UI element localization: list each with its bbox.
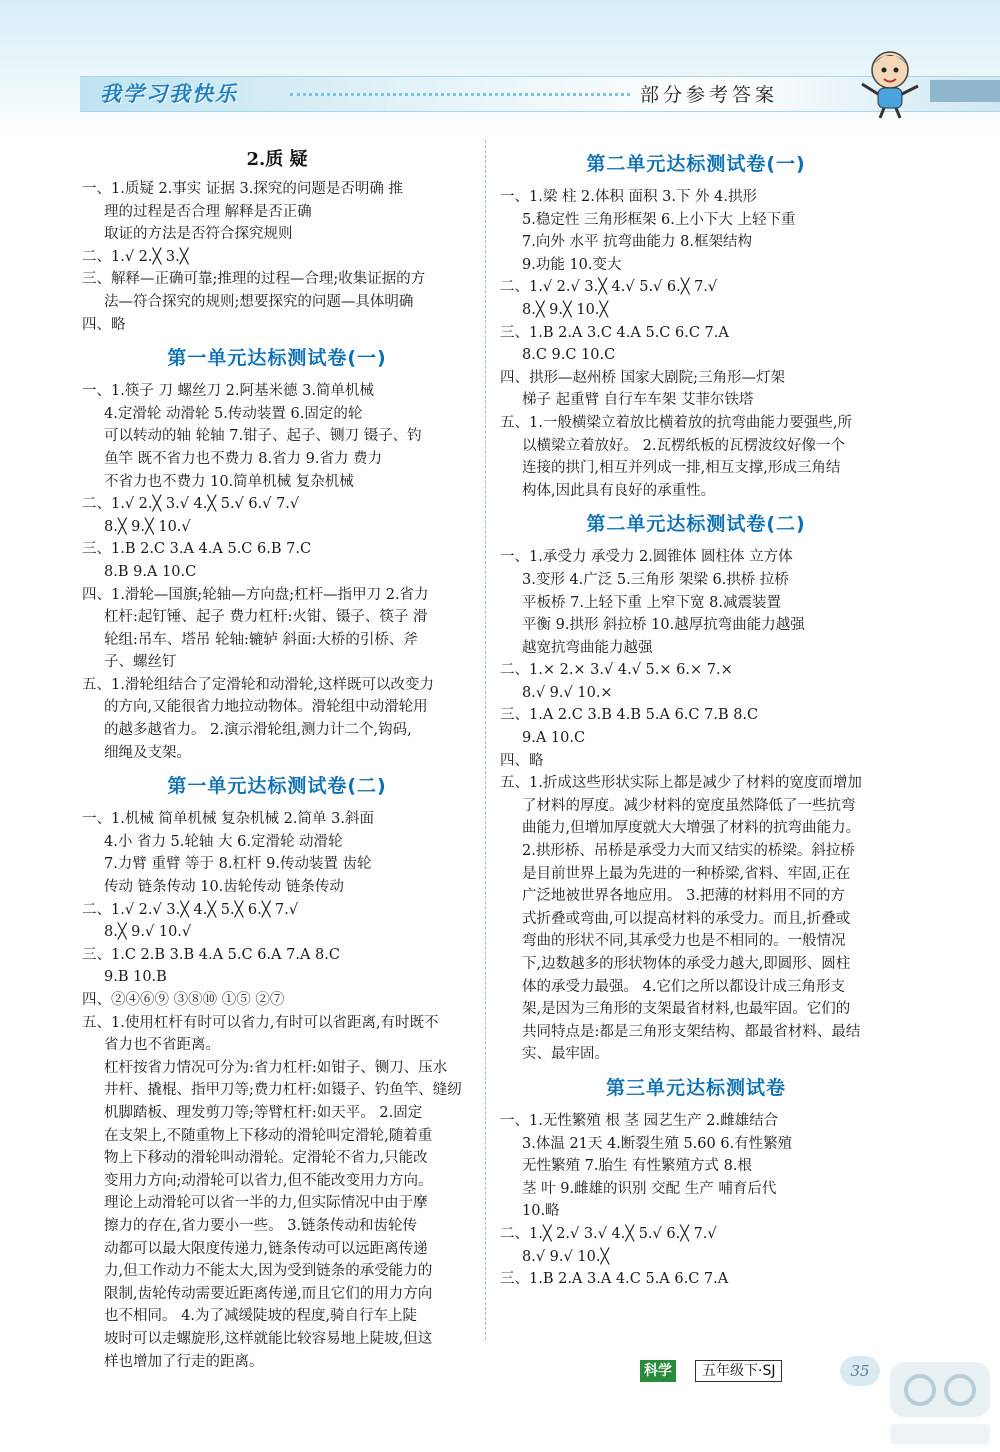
answer-line: 一、1.筷子 刀 螺丝刀 2.阿基米德 3.简单机械 [82,383,374,400]
answer-line: 一、1.承受力 承受力 2.圆锥体 圆柱体 立方体 [500,549,793,566]
answer-line: 四、1.滑轮—国旗;轮轴—方向盘;杠杆—指甲刀 2.省力 [82,586,429,603]
answer-line: 井杆、撬棍、指甲刀等;费力杠杆:如镊子、钓鱼竿、缝纫 [104,1082,462,1099]
answer-line: 7.力臂 重臂 等于 8.杠杆 9.传动装置 齿轮 [104,856,372,873]
answer-line: 8.C 9.C 10.C [522,347,616,364]
answer-line: 10.略 [522,1203,560,1220]
answer-line: 9.B 10.B [104,969,167,986]
section-title: 第二单元达标测试卷(二) [586,513,806,536]
answer-line: 9.A 10.C [522,730,586,747]
answer-line: 五、1.滑轮组结合了定滑轮和动滑轮,这样既可以改变力 [82,676,434,693]
answer-line: 一、1.机械 简单机械 复杂机械 2.简单 3.斜面 [82,811,374,828]
answer-line: 实、最牢固。 [522,1046,609,1063]
answer-line: 二、1.√ 2.╳ 3.╳ [82,248,189,265]
answer-line: 共同特点是:都是三角形支架结构、都最省材料、最结 [522,1023,861,1040]
answer-line: 5.稳定性 三角形框架 6.上小下大 上轻下重 [522,211,796,228]
answer-line: 越宽抗弯曲能力越强 [522,639,653,656]
answer-line: 连接的拱门,相互并列成一排,相互支撑,形成三角结 [522,460,841,477]
header-slogan: 我学习我快乐 [100,82,238,106]
answer-line: 的越多越省力。 2.演示滑轮组,测力计二个,钩码, [104,722,412,739]
page-number: 35 [840,1356,880,1386]
answer-line: 3.变形 4.广泛 5.三角形 架梁 6.拱桥 拉桥 [522,571,789,588]
answer-line: 三、1.B 2.A 3.A 4.C 5.A 6.C 7.A [500,1271,729,1288]
section-title: 第二单元达标测试卷(一) [586,153,806,175]
answer-line: 平衡 9.拱形 斜拉桥 10.越厚抗弯曲能力越强 [522,617,805,634]
answer-line: 曲能力,但增加厚度就大大增强了材料的抗弯曲能力。 [522,820,861,837]
answer-line: 了材料的厚度。减少材料的宽度虽然降低了一些抗弯 [522,797,856,814]
header-dotted-line [290,93,630,96]
answer-line: 擦力的存在,省力要小一些。 3.链条传动和齿轮传 [104,1217,418,1234]
answer-line: 力,但工作动力不能太大,因为受到链条的承受能力的 [104,1263,433,1280]
answer-line: 构体,因此具有良好的承重性。 [522,482,716,499]
left-column [82,142,472,1373]
answer-line: 8.╳ 9.√ 10.√ [104,924,192,941]
answer-line: 样也增加了行走的距离。 [104,1353,264,1370]
answer-line: 4.定滑轮 动滑轮 5.传动装置 6.固定的轮 [104,405,363,422]
section-title: 2.质 疑 [246,149,308,170]
answer-line: 下,边数越多的形状物体的承受力越大,即圆形、圆柱 [522,956,851,972]
answer-line: 机脚踏板、理发剪刀等;等臂杠杆:如天平。 2.固定 [104,1104,423,1121]
watermark-logo-icon [880,1352,1000,1452]
answer-line: 一、1.无性繁殖 根 茎 园艺生产 2.雌雄结合 [500,1112,779,1129]
answer-line: 8.╳ 9.╳ 10.╳ [522,301,609,318]
answer-line: 可以转动的轴 轮轴 7.钳子、起子、铡刀 镊子、钓 [104,428,422,445]
answer-line: 三、1.B 2.C 3.A 4.A 5.C 6.B 7.C [82,541,312,558]
page-footer [0,1352,1000,1452]
answer-line: 五、1.使用杠杆有时可以省力,有时可以省距离,有时既不 [82,1014,439,1031]
answer-line: 细绳及支架。 [104,744,191,761]
answer-line: 8.√ 9.√ 10.╳ [522,1248,610,1265]
answer-line: 广泛地被世界各地应用。 3.把薄的材料用不同的方 [522,888,845,905]
answer-line: 茎 叶 9.雌雄的识别 交配 生产 哺育后代 [522,1180,777,1197]
answer-line: 架,是因为三角形的支架最省材料,也最牢固。它们的 [522,1001,851,1018]
answer-line: 三、1.A 2.C 3.B 4.B 5.A 6.C 7.B 8.C [500,707,759,724]
answer-line: 体的承受力最强。 4.它们之所以都设计成三角形支 [522,978,845,995]
answer-line: 五、1.一般横梁立着放比横着放的抗弯曲能力要强些,所 [500,414,852,431]
answer-line: 平板桥 7.上轻下重 上窄下宽 8.减震装置 [522,594,781,611]
answer-line: 物上下移动的滑轮叫动滑轮。定滑轮不省力,只能改 [104,1150,428,1167]
answer-line: 梯子 起重臂 自行车车架 艾菲尔铁塔 [522,392,754,409]
answer-line: 动都可以最大限度传递力,链条传动可以远距离传递 [104,1240,428,1257]
answer-line: 三、解释—正确可靠;推理的过程—合理;收集证据的方 [82,271,426,288]
answer-line: 2.拱形桥、吊桥是承受力大而又结实的桥梁。斜拉桥 [522,843,855,860]
answer-line: 弯曲的形状不同,其承受力也是不相同的。一般情况 [522,933,846,950]
answer-line: 一、1.梁 柱 2.体积 面积 3.下 外 4.拱形 [500,189,757,205]
page-title: 部分参考答案 [640,84,779,106]
answer-line: 8.╳ 9.╳ 10.√ [104,518,191,535]
answer-line: 式折叠或弯曲,可以提高材料的承受力。而且,折叠或 [522,910,851,927]
section-title: 第三单元达标测试卷 [605,1076,786,1099]
answer-line: 四、略 [82,316,126,333]
answer-line: 二、1.× 2.× 3.√ 4.√ 5.× 6.× 7.× [500,662,733,679]
answer-line: 理论上动滑轮可以省一半的力,但实际情况中由于摩 [104,1195,428,1212]
answer-line: 二、1.√ 2.√ 3.╳ 4.╳ 5.╳ 6.╳ 7.√ [82,901,299,918]
answer-line: 3.体温 21天 4.断裂生殖 5.60 6.有性繁殖 [522,1135,793,1152]
answer-line: 子、螺丝钉 [104,654,177,671]
answer-line: 鱼竿 既不省力也不费力 8.省力 9.省力 费力 [104,450,383,467]
answer-line: 四、略 [500,752,544,769]
answer-line: 的方向,又能很省力地拉动物体。滑轮组中动滑轮用 [104,699,428,716]
answer-line: 二、1.√ 2.√ 3.╳ 4.√ 5.√ 6.╳ 7.√ [500,279,718,296]
page-header [0,0,1000,135]
subject-badge: 科学 [640,1360,676,1382]
answer-line: 省力也不省距离。 [104,1037,220,1054]
answer-line: 无性繁殖 7.胎生 有性繁殖方式 8.根 [522,1158,752,1175]
answer-line: 四、②④⑥⑨ ③⑧⑩ ①⑤ ②⑦ [82,992,285,1008]
right-column [500,142,892,1291]
answer-line: 传动 链条传动 10.齿轮传动 链条传动 [104,879,344,896]
answer-line: 杠杆按省力情况可分为:省力杠杆:如钳子、铡刀、压水 [104,1059,448,1076]
cartoon-mascot-icon [850,40,930,120]
header-tab-decoration [930,80,1000,102]
answer-line: 坡时可以走螺旋形,这样就能比较容易地上陡坡,但这 [104,1330,433,1347]
answer-line: 也不相同。 4.为了减缓陡坡的程度,骑自行车上陡 [104,1308,418,1325]
answer-line: 7.向外 水平 抗弯曲能力 8.框架结构 [522,234,752,251]
answer-line: 取证的方法是否符合探究规则 [104,226,293,243]
answer-line: 以横梁立着放好。 2.瓦楞纸板的瓦楞波纹好像一个 [522,437,845,454]
answer-line: 二、1.╳ 2.√ 3.√ 4.╳ 5.√ 6.╳ 7.√ [500,1225,717,1242]
answer-line: 法—符合探究的规则;想要探究的问题—具体明确 [104,293,414,310]
answer-line: 三、1.C 2.B 3.B 4.A 5.C 6.A 7.A 8.C [82,946,340,963]
answer-line: 杠杆:起钉锤、起子 费力杠杆:火钳、镊子、筷子 滑 [104,609,428,626]
answer-line: 一、1.质疑 2.事实 证据 3.探究的问题是否明确 推 [82,181,403,197]
grade-label: 五年级下·SJ [695,1360,782,1382]
answer-line: 在支架上,不随重物上下移动的滑轮叫定滑轮,随着重 [104,1127,433,1144]
answer-line: 9.功能 10.变大 [522,256,622,273]
answer-line: 4.小 省力 5.轮轴 大 6.定滑轮 动滑轮 [104,833,343,850]
answer-line: 四、拱形—赵州桥 国家大剧院;三角形—灯架 [500,369,785,386]
section-title: 第一单元达标测试卷(一) [167,347,387,370]
section-title: 第一单元达标测试卷(二) [167,775,387,798]
answer-line: 五、1.折成这些形状实际上都是减少了材料的宽度而增加 [500,775,862,792]
answer-line: 是目前世界上最为先进的一种桥梁,省料、牢固,正在 [522,865,851,882]
answer-line: 三、1.B 2.A 3.C 4.A 5.C 6.C 7.A [500,324,729,341]
answer-line: 不省力也不费力 10.简单机械 复杂机械 [104,473,354,490]
answer-line: 8.B 9.A 10.C [104,563,197,580]
answer-line: 8.√ 9.√ 10.× [522,684,613,701]
answer-line: 二、1.√ 2.╳ 3.√ 4.╳ 5.√ 6.√ 7.√ [82,496,300,513]
answer-line: 变用力方向;动滑轮可以省力,但不能改变用力方向。 [104,1172,433,1189]
column-divider [485,140,486,1340]
answer-line: 限制,齿轮传动需要近距离传递,而且它们的用力方向 [104,1285,433,1302]
answer-line: 轮组:吊车、塔吊 轮轴:辘轳 斜面:大桥的引桥、斧 [104,631,418,648]
answer-line: 理的过程是否合理 解释是否正确 [104,203,312,220]
